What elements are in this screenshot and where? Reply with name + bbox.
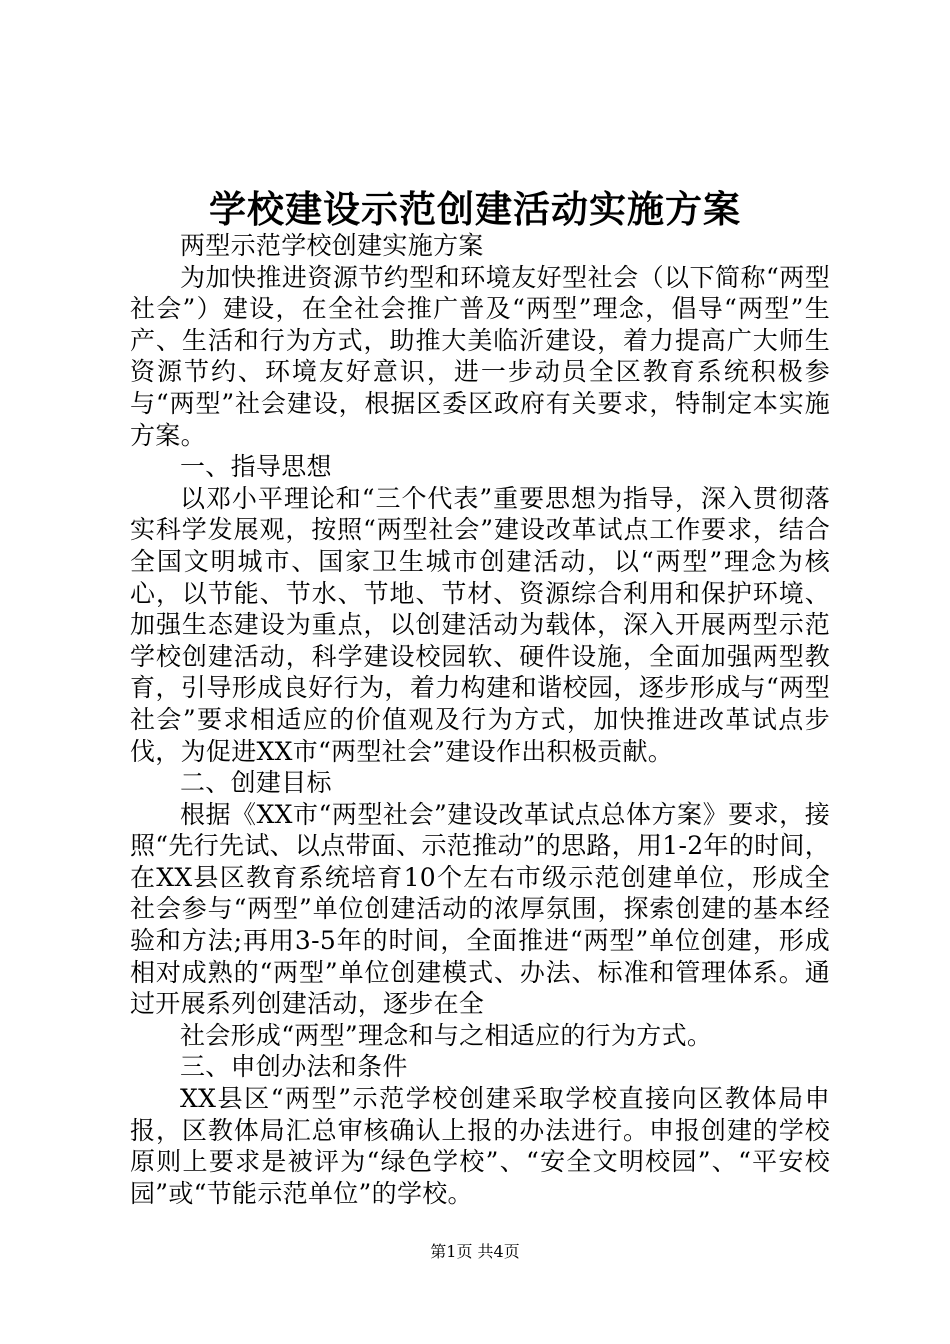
section-heading-application: 三、申创办法和条件: [180, 1052, 408, 1082]
document-body: [130, 230, 830, 1209]
paragraph-goals-continued: 社会形成“两型”理念和与之相适应的行为方式。: [180, 1020, 713, 1050]
paragraph-guiding-ideology: 以邓小平理论和“三个代表”重要思想为指导，深入贯彻落实科学发展观，按照“两型社会”建设改革试点工作要求，结合全国文明城市、国家卫生城市创建活动，以“两型”理念为核心，以节能、节水、节地、节材、资源综合利用和保护环境、加强生态建设为重点，以创建活动为载体，深入开展两型示范学校创建活动，科学建设校园软、硬件设施，全面加强两型教育，引导形成良好行为，着力构建和谐校园，逐步形成与“两型社会”要求相适应的价值观及行为方式，加快推进改革试点步伐，为促进XX市“两型社会”建设作出积极贡献。: [130, 483, 830, 766]
document-title: 学校建设示范创建活动实施方案: [209, 187, 741, 231]
paragraph-subtitle: 两型示范学校创建实施方案: [180, 231, 484, 260]
page-footer: 第1页 共4页: [430, 1242, 520, 1261]
section-heading-guiding-ideology: 一、指导思想: [180, 452, 332, 482]
paragraph-application: XX县区“两型”示范学校创建采取学校直接向区教体局申报，区教体局汇总审核确认上报的办法进行。申报创建的学校原则上要求是被评为“绿色学校”、“安全文明校园”、“平安校园”或“节能示范单位”的学校。: [130, 1084, 830, 1208]
section-heading-goals: 二、创建目标: [180, 768, 332, 798]
paragraph-goals: 根据《XX市“两型社会”建设改革试点总体方案》要求，接照“先行先试、以点带面、示范推动”的思路，用1-2年的时间，在XX县区教育系统培育10个左右市级示范创建单位，形成全社会参与“两型”单位创建活动的浓厚氛围，探索创建的基本经验和方法;再用3-5年的时间，全面推进“两型”单位创建，形成相对成熟的“两型”单位创建模式、办法、标准和管理体系。通过开展系列创建活动，逐步在全: [130, 799, 830, 1019]
paragraph-intro: 为加快推进资源节约型和环境友好型社会（以下简称“两型社会”）建设，在全社会推广普及“两型”理念，倡导“两型”生产、生活和行为方式，助推大美临沂建设，着力提高广大师生资源节约、环境友好意识，进一步动员全区教育系统积极参与“两型”社会建设，根据区委区政府有关要求，特制定本实施方案。: [130, 262, 830, 450]
